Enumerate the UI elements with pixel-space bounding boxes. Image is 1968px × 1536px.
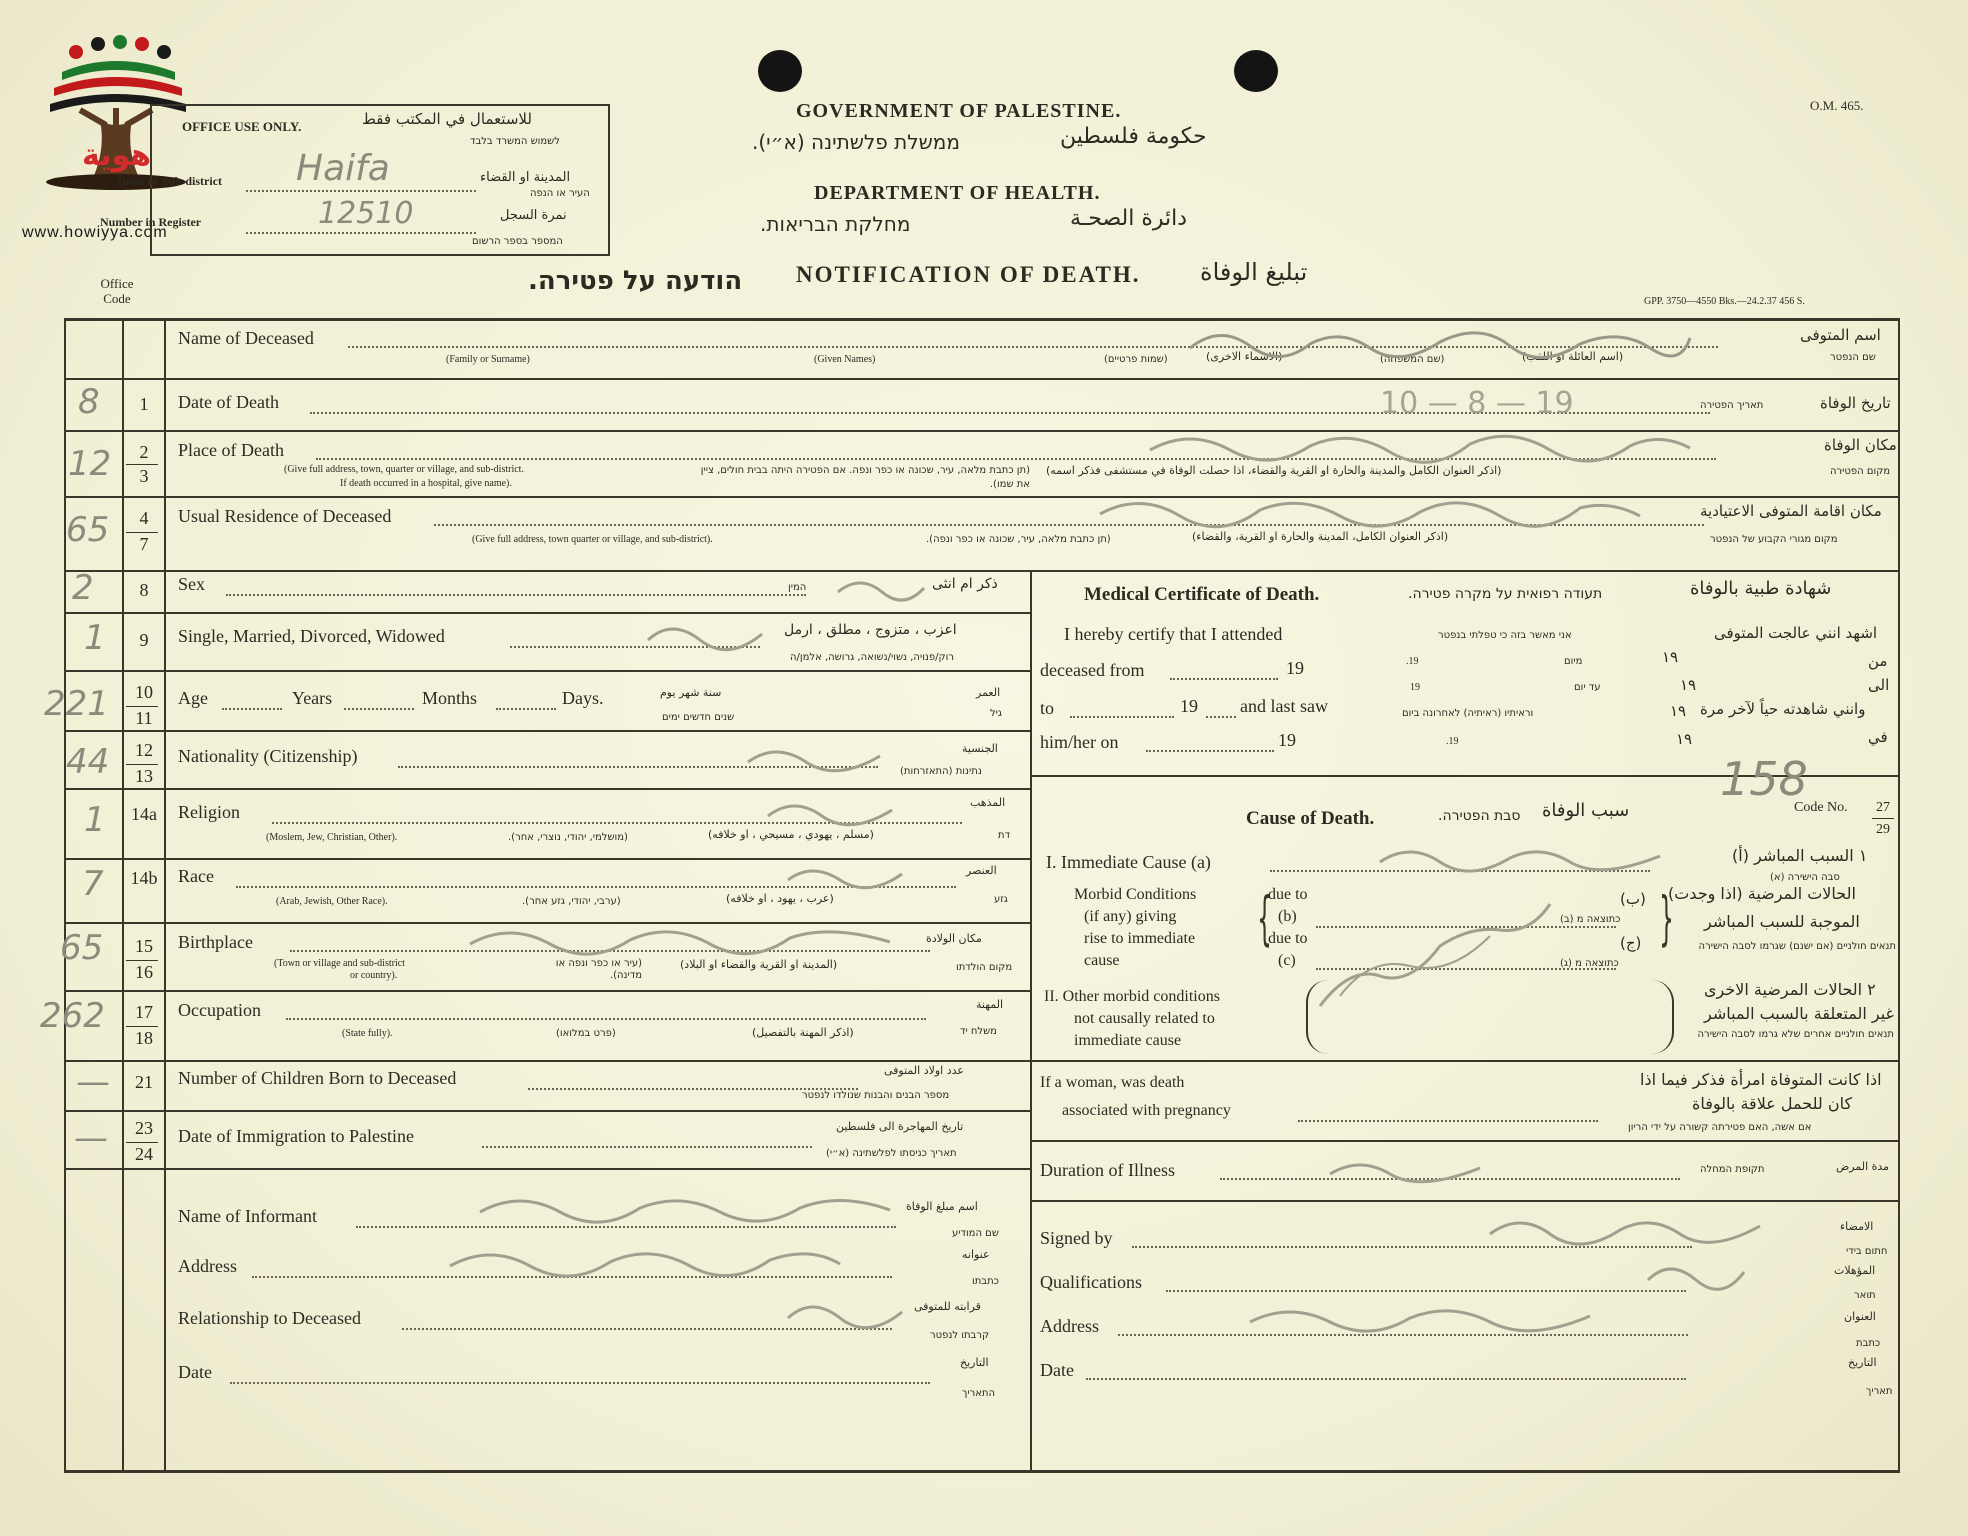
medical-ar-5: في (1868, 728, 1888, 746)
duration-ar: مدة المرض (1836, 1160, 1890, 1173)
duration-he: תקופת המחלה (1700, 1164, 1765, 1175)
relationship-ar: قرابته للمتوفى (914, 1300, 981, 1313)
form-title-ar: تبليغ الوفاة (1200, 258, 1308, 286)
medical-ar-2b: ١٩ (1662, 650, 1679, 666)
register-label-ar: نمرة السجل (500, 208, 567, 223)
gov-title-en: GOVERNMENT OF PALESTINE. (796, 100, 1122, 122)
pregnancy-ar-1: اذا كانت المتوفاة امرأة فذكر فيما اذا (1640, 1070, 1882, 1089)
age-days-label: Days. (562, 688, 604, 708)
left-code-8[interactable]: 1 (84, 800, 106, 840)
due-to-c-marker: (c) (1278, 952, 1296, 969)
code-number-label: Code No. (1794, 800, 1848, 815)
morbid-ar-b: (ب) (1620, 890, 1646, 908)
form-title-en: NOTIFICATION OF DEATH. (796, 262, 1141, 287)
children-he: מספר הבנים והבנות שנולדו לנפטר (802, 1090, 950, 1101)
medical-he-2: מיום (1564, 656, 1583, 667)
doctor-date-label: Date (1040, 1360, 1074, 1380)
marital-status-handwriting[interactable] (640, 614, 770, 654)
row-number-2: 2 (139, 442, 149, 462)
other-morbid-he: תנאים חולניים אחרים שלא גרמו לסבה הישירה (1697, 1029, 1894, 1040)
left-code-10[interactable]: 65 (60, 928, 104, 968)
family-name-hint-he: (שם המשפחה) (1380, 354, 1445, 365)
dept-title-en: DEPARTMENT OF HEALTH. (814, 182, 1101, 204)
nationality-ar: الجنسية (962, 742, 998, 755)
age-label-ar: العمر (976, 686, 1001, 699)
informant-name-ar: اسم مبلغ الوفاة (906, 1200, 978, 1213)
qualifications-he: תואר (1854, 1290, 1876, 1301)
morbid-conditions-label-2: (if any) giving (1084, 908, 1177, 925)
row-number-18: 18 (135, 1028, 153, 1048)
religion-he: דת (998, 830, 1011, 841)
doctor-address-he: כתבת (1856, 1338, 1881, 1349)
left-code-7[interactable]: 44 (66, 742, 110, 782)
sex-label-he: המין (788, 582, 807, 593)
medical-certificate-title-ar: شهادة طبية بالوفاة (1690, 578, 1832, 599)
office-use-title: OFFICE USE ONLY. (182, 119, 302, 134)
left-code-4[interactable]: 2 (72, 568, 94, 608)
punch-hole-left (758, 50, 802, 92)
place-of-death-handwriting[interactable] (1140, 420, 1700, 470)
other-morbid-label-3: immediate cause (1074, 1032, 1182, 1049)
other-morbid-label-2: not causally related to (1074, 1010, 1215, 1027)
immediate-cause-he: סבה הישירה (א) (1770, 872, 1840, 883)
occupation-hint: (State fully). (342, 1028, 393, 1039)
race-hint: (Arab, Jewish, Other Race). (276, 896, 388, 907)
row-number-13: 13 (135, 766, 153, 786)
due-to-b-marker: (b) (1278, 908, 1297, 925)
medical-ar-1: اشهد انني عالجت المتوفى (1714, 624, 1878, 642)
birthplace-hint-ar: (المدينة او القرية والقضاء او البلاد) (680, 958, 838, 971)
usual-residence-he: מקום מגורי הקבוע של הנפטר (1710, 534, 1838, 545)
code-number-b: 29 (1876, 822, 1890, 837)
office-use-title-ar: للاستعمال في المكتب فقط (362, 110, 532, 128)
race-label: Race (178, 866, 214, 886)
medical-ar-4: وانني شاهدته حياً لآخر مرة (1700, 700, 1866, 718)
relationship-label: Relationship to Deceased (178, 1308, 361, 1328)
informant-name-handwriting[interactable] (470, 1186, 900, 1230)
name-of-deceased-label: Name of Deceased (178, 328, 314, 348)
place-of-death-he: מקום הפטירה (1830, 466, 1891, 477)
other-names-hint-ar: (الاسماء الاخرى) (1206, 350, 1283, 363)
medical-line-3c: and last saw (1240, 696, 1328, 716)
relationship-handwriting[interactable] (780, 1290, 910, 1334)
row-number-4: 4 (139, 508, 149, 528)
other-morbid-ar-1: ٢ الحالات المرضية الاخرى (1704, 980, 1876, 999)
cause-of-death-title: Cause of Death. (1246, 808, 1375, 829)
name-of-deceased-ar: اسم المتوفى (1800, 326, 1881, 344)
punch-hole-right (1234, 50, 1278, 92)
immigration-label: Date of Immigration to Palestine (178, 1126, 414, 1146)
signed-by-ar: الامضاء (1840, 1220, 1874, 1233)
medical-he-1: אני מאשר בזה כי טפלתי בנפטר (1438, 630, 1572, 641)
medical-line-3a: to (1040, 698, 1055, 718)
race-hint-ar: (عرب ، يهود ، او خلافه) (726, 892, 834, 905)
medical-he-4: וראיתיו (ראיתיה) לאחרונה ביום (1402, 708, 1534, 719)
row-number-17: 17 (135, 1002, 153, 1022)
morbid-he: תנאים חולניים (אם ישנם) שגרמו לסבה הישירה (1698, 941, 1896, 952)
informant-date-he: התאריך (962, 1388, 996, 1399)
pregnancy-he: אם אשה, האם פטירתה קשורה על ידי הריון (1628, 1122, 1812, 1133)
due-to-b-label: due to (1268, 886, 1308, 903)
family-name-hint: (Family or Surname) (446, 354, 530, 365)
other-morbid-label-1: II. Other morbid conditions (1044, 988, 1220, 1005)
left-code-13[interactable]: — (74, 1118, 108, 1158)
doctor-address-handwriting[interactable] (1240, 1296, 1600, 1340)
immediate-cause-handwriting[interactable] (1370, 838, 1670, 878)
qualifications-handwriting[interactable] (1640, 1252, 1750, 1296)
left-code-9[interactable]: 7 (82, 864, 104, 904)
medical-certificate-title-he: תעודה רפואית על מקרה פטירה. (1408, 586, 1603, 602)
informant-address-handwriting[interactable] (440, 1238, 850, 1282)
usual-residence-hint: (Give full address, town quarter or village, and sub-district). (472, 534, 713, 545)
doctor-address-ar: العنوان (1844, 1310, 1876, 1323)
row-number-23: 23 (135, 1118, 153, 1138)
other-morbid-box[interactable] (1306, 980, 1674, 1054)
cause-of-death-title-he: סבת הפטירה. (1438, 808, 1521, 824)
morbid-ar-1: الحالات المرضية (اذا وجدت) (1668, 884, 1856, 903)
sex-label-ar: ذكر ام انثى (932, 576, 998, 592)
row-number-8: 8 (139, 580, 149, 600)
row-number-11: 11 (135, 708, 153, 728)
informant-name-he: שם המודיע (952, 1228, 999, 1239)
doctor-date-ar: التاريخ (1848, 1356, 1877, 1369)
birthplace-ar: مكان الولادة (926, 932, 982, 945)
form-title-he: הודעה על פטירה. (528, 266, 743, 296)
register-label-he: המספר בספר הרשום (472, 236, 563, 247)
gov-title-ar: حكومة فلسطين (1060, 124, 1207, 149)
name-of-deceased-handwriting[interactable] (1180, 318, 1700, 366)
race-he: גזע (994, 894, 1008, 905)
medical-he-3b: 19 (1410, 682, 1420, 693)
left-code-3[interactable]: 65 (66, 510, 110, 550)
place-of-death-label: Place of Death (178, 440, 284, 460)
cause-code-value[interactable]: 158 (1720, 752, 1808, 806)
signed-by-handwriting[interactable] (1480, 1206, 1770, 1252)
religion-ar: المذهب (970, 796, 1006, 809)
medical-ar-3b: ١٩ (1680, 678, 1697, 694)
age-years-label: Years (292, 688, 333, 708)
age-months-label: Months (422, 688, 478, 708)
occupation-label: Occupation (178, 1000, 261, 1020)
usual-residence-ar: مكان اقامة المتوفى الاعتيادية (1700, 502, 1882, 520)
age-label-he: גיל (990, 708, 1003, 719)
duration-handwriting[interactable] (1320, 1150, 1490, 1190)
row-number-21: 21 (135, 1072, 153, 1092)
place-of-death-hint-he: (תן כתבת מלאה, עיר, שכונה או כפר ונפה. אם הפטירה היתה בבית חולים, ציין את שמו). (700, 465, 1030, 490)
name-of-deceased-he: שם הנפטר (1830, 352, 1876, 363)
marital-status-he: רוק/פנויה, נשוי/נשואה, גרושה, אלמן/ה (790, 652, 954, 663)
row-number-7: 7 (139, 534, 149, 554)
office-code-label: Office Code (100, 276, 134, 306)
cause-of-death-title-ar: سبب الوفاة (1542, 800, 1630, 821)
other-morbid-ar-2: غير المتعلقة بالسبب المباشر (1704, 1004, 1894, 1023)
place-of-death-hint-2: If death occurred in a hospital, give name). (340, 478, 512, 489)
informant-date-label: Date (178, 1362, 212, 1382)
occupation-he: משלח יד (960, 1026, 997, 1037)
family-name-hint-ar: (اسم العائلة او اللقب) (1522, 350, 1624, 363)
nationality-handwriting[interactable] (740, 736, 890, 776)
usual-residence-hint-he: (תן כתבת מלאה, עיר, שכונה או כפר ונפה). (926, 534, 1111, 545)
row-number-15: 15 (135, 936, 153, 956)
race-handwriting[interactable] (780, 856, 910, 896)
duration-label: Duration of Illness (1040, 1160, 1175, 1180)
date-of-death-label: Date of Death (178, 392, 279, 412)
signed-by-label: Signed by (1040, 1228, 1113, 1248)
age-label: Age (178, 688, 208, 708)
row-number-9: 9 (139, 630, 149, 650)
birthplace-label: Birthplace (178, 932, 253, 952)
bracket-left: { (1257, 884, 1272, 952)
place-of-death-ar: مكان الوفاة (1824, 436, 1897, 454)
form-number: O.M. 465. (1810, 98, 1864, 113)
medical-he-2b: .19 (1406, 656, 1419, 667)
town-label-ar: المدينة او القضاء (480, 170, 571, 185)
left-code-2[interactable]: 12 (68, 444, 112, 484)
town-label-he: העיר או הנפה (530, 188, 590, 199)
informant-address-label: Address (178, 1256, 237, 1276)
informant-date-ar: التاريخ (960, 1356, 989, 1369)
qualifications-label: Qualifications (1040, 1272, 1142, 1292)
immigration-ar: تاريخ المهاجرة الى فلسطين (836, 1120, 964, 1133)
age-units-he: שנים חדשים ימים (662, 712, 735, 723)
row-number-10: 10 (135, 682, 153, 702)
medical-he-4b: .19 (1446, 736, 1459, 747)
medical-line-4b: 19 (1278, 730, 1296, 750)
occupation-ar: المهنة (976, 998, 1004, 1011)
nationality-he: נתינות (התאזרחות) (900, 766, 982, 777)
due-to-c-label: due to (1268, 930, 1308, 947)
row-number-1: 1 (139, 394, 149, 414)
signed-by-he: חתום בידי (1846, 1246, 1888, 1257)
morbid-he-c: כתוצאה מ (ג) (1560, 958, 1619, 969)
usual-residence-handwriting[interactable] (1090, 486, 1650, 536)
date-of-death-value[interactable]: 10 — 8 — 19 (1380, 386, 1574, 421)
usual-residence-hint-ar: (اذكر العنوان الكامل، المدينة والحارة او القرية، والقضاء) (1192, 530, 1449, 543)
town-value[interactable]: Haifa (296, 148, 390, 189)
morbid-conditions-label-3: rise to immediate (1084, 930, 1196, 947)
medical-he-3: עד יום (1574, 682, 1601, 693)
office-use-title-he: לשמוש המשרד בלבד (470, 136, 560, 147)
register-value[interactable]: 12510 (318, 196, 414, 231)
given-names-hint-he: (שמות פרטיים) (1104, 354, 1168, 365)
informant-address-he: כתבתו (972, 1276, 999, 1287)
doctor-date-he: תאריך (1866, 1386, 1893, 1397)
medical-line-2b: 19 (1286, 658, 1304, 678)
row-number-12: 12 (135, 740, 153, 760)
date-of-death-ar: تاريخ الوفاة (1820, 394, 1891, 412)
row-number-16: 16 (135, 962, 153, 982)
birthplace-he: מקום הולדתו (956, 962, 1013, 973)
religion-hint-ar: (مسلم ، يهودي ، مسيحي ، او خلافه) (708, 828, 874, 841)
race-ar: العنصر (966, 864, 997, 877)
left-code-12[interactable]: — (76, 1062, 110, 1102)
children-ar: عدد اولاد المتوفى (884, 1064, 964, 1077)
birthplace-hint: (Town or village and sub-district (274, 958, 405, 969)
print-reference: GPP. 3750—4550 Bks.—24.2.37 456 S. (1644, 296, 1805, 307)
given-names-hint: (Given Names) (814, 354, 876, 365)
birthplace-hint-2: or country). (350, 970, 398, 981)
religion-hint-he: (מושלמי, יהודי, נוצרי, אחר). (508, 832, 628, 843)
howiyya-logo-text: هوية (82, 138, 152, 173)
medical-ar-5b: ١٩ (1676, 732, 1693, 748)
register-label: Number in Register (100, 215, 202, 229)
religion-handwriting[interactable] (760, 792, 900, 832)
dept-title-ar: دائرة الصحـة (1070, 206, 1188, 231)
immediate-cause-ar: ١ السبب المباشر (أ) (1732, 846, 1868, 865)
immigration-he: תאריך כניסתו לפלשתינה (א״י) (826, 1148, 957, 1159)
date-of-death-he: תאריך הפטירה (1700, 400, 1764, 411)
morbid-ar-c: (ج) (1620, 934, 1642, 952)
morbid-conditions-label-4: cause (1084, 952, 1120, 969)
occupation-hint-he: (פרט במלואו) (556, 1028, 616, 1039)
row-number-14a: 14a (131, 804, 157, 824)
left-code-6[interactable]: 221 (44, 684, 109, 724)
town-label: Town or Sub-district (116, 174, 223, 188)
immediate-cause-label: I. Immediate Cause (a) (1046, 852, 1211, 872)
birthplace-handwriting[interactable] (460, 916, 900, 960)
morbid-conditions-label-1: Morbid Conditions (1074, 886, 1197, 903)
row-number-14b: 14b (130, 868, 158, 888)
occupation-hint-ar: (اذكر المهنة بالتفصيل) (752, 1026, 854, 1039)
children-label: Number of Children Born to Deceased (178, 1068, 457, 1088)
howiyya-url: www.howiyya.com (22, 224, 168, 241)
medical-ar-3: الى (1868, 676, 1890, 694)
morbid-ar-2: الموجبة للسبب المباشر (1704, 912, 1860, 931)
birthplace-hint-he: (עיר או כפר ונפה או מדינה). (555, 958, 642, 981)
left-code-11[interactable]: 262 (40, 996, 105, 1036)
gov-title-he: ממשלת פלשתינה (א״י). (752, 130, 960, 154)
sex-handwriting[interactable] (830, 570, 930, 604)
religion-hint: (Moslem, Jew, Christian, Other). (266, 832, 398, 843)
left-code-5[interactable]: 1 (84, 618, 106, 658)
medical-line-1: I hereby certify that I attended (1064, 624, 1283, 644)
place-of-death-hint: (Give full address, town, quarter or village, and sub-district. (284, 464, 524, 475)
pregnancy-label-2: associated with pregnancy (1062, 1102, 1231, 1119)
sex-label: Sex (178, 574, 205, 594)
dept-title-he: מחלקת הבריאות. (760, 212, 911, 236)
medical-line-4a: him/her on (1040, 732, 1119, 752)
usual-residence-label: Usual Residence of Deceased (178, 506, 392, 526)
medical-line-3b: 19 (1180, 696, 1198, 716)
qualifications-ar: المؤهلات (1834, 1264, 1876, 1277)
doctor-address-label: Address (1040, 1316, 1099, 1336)
pregnancy-ar-2: كان للحمل علاقة بالوفاة (1692, 1094, 1853, 1113)
row-number-3: 3 (139, 466, 149, 486)
medical-ar-4b: ١٩ (1670, 704, 1687, 720)
religion-label: Religion (178, 802, 240, 822)
row-number-24: 24 (135, 1144, 153, 1164)
informant-name-label: Name of Informant (178, 1206, 317, 1226)
medical-ar-2: من (1868, 652, 1888, 670)
pregnancy-label-1: If a woman, was death (1040, 1074, 1185, 1091)
relationship-he: קרבתו לנפטר (930, 1330, 990, 1341)
medical-certificate-title: Medical Certificate of Death. (1084, 584, 1320, 605)
race-hint-he: (ערבי, יהודי, גזע אחר). (522, 896, 621, 907)
place-of-death-hint-ar: (اذكر العنوان الكامل والمدينة والحارة او القرية والقضاء، اذا حصلت الوفاة في مستشفى فذكر اسمه) (1046, 464, 1502, 477)
code-number-a: 27 (1876, 800, 1890, 815)
informant-address-ar: عنوانه (962, 1248, 990, 1261)
marital-status-label: Single, Married, Divorced, Widowed (178, 626, 445, 646)
medical-line-2a: deceased from (1040, 660, 1145, 680)
left-code-1[interactable]: 8 (78, 382, 100, 422)
marital-status-ar: اعزب ، متزوج ، مطلق ، ارمل (784, 622, 957, 638)
nationality-label: Nationality (Citizenship) (178, 746, 358, 766)
bracket-right: } (1659, 884, 1674, 952)
morbid-he-b: כתוצאה מ (ב) (1560, 914, 1621, 925)
age-units-ar: سنة شهر يوم (660, 686, 722, 699)
